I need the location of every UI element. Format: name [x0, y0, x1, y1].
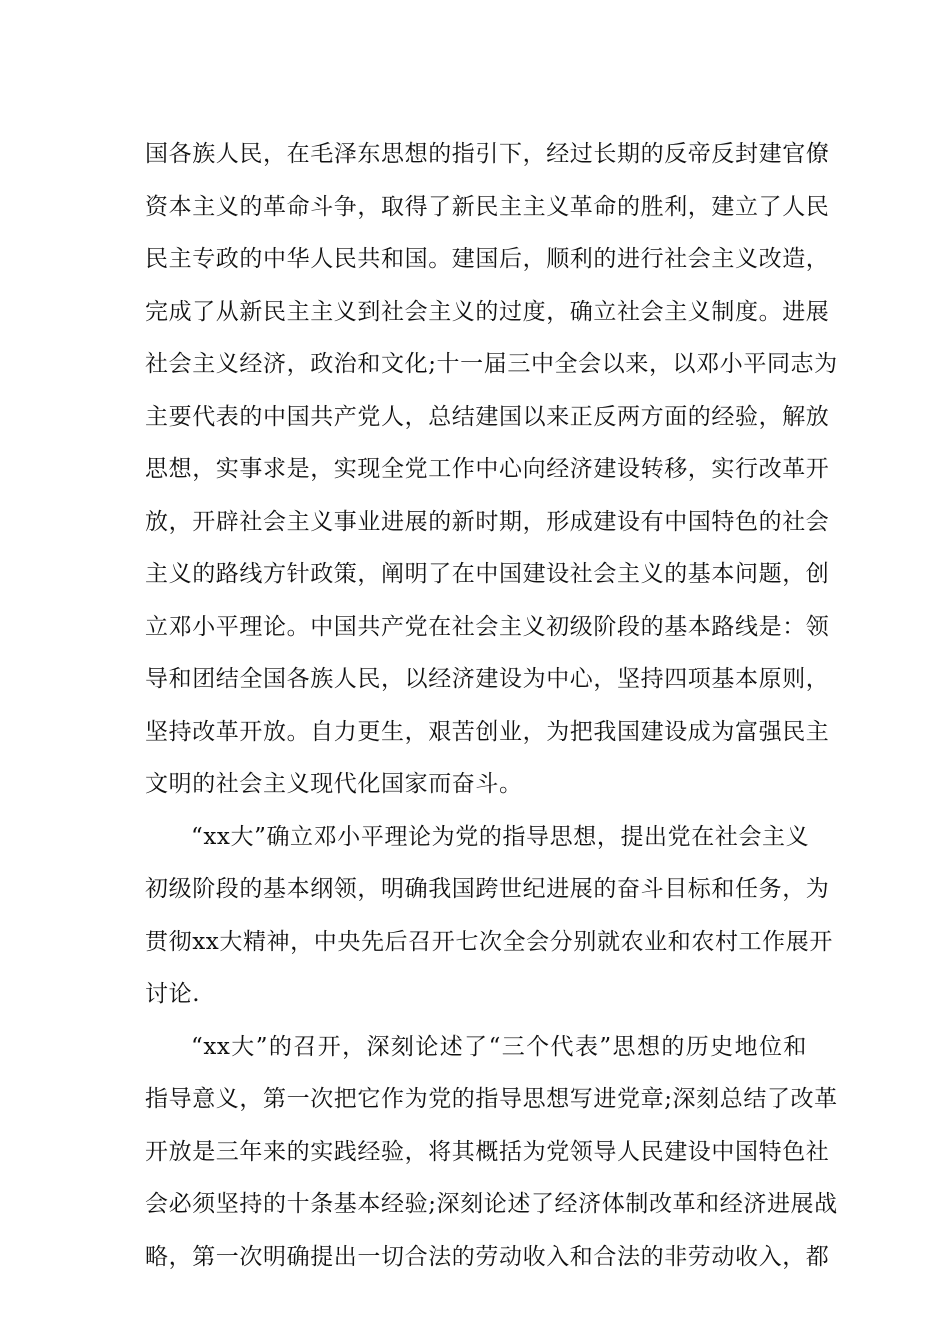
- text-line: 贯彻xx大精神，中央先后召开七次全会分别就农业和农村工作展开: [145, 928, 833, 955]
- text-line: 立邓小平理论。中国共产党在社会主义初级阶段的基本路线是：领: [145, 613, 830, 640]
- text-line: 民主专政的中华人民共和国。建国后，顺利的进行社会主义改造，: [145, 246, 830, 272]
- text-line: 社会主义经济，政治和文化;十一届三中全会以来，以邓小平同志为: [145, 351, 838, 377]
- text-line: 思想，实事求是，实现全党工作中心向经济建设转移，实行改革开: [145, 456, 830, 482]
- paragraph-2: [145, 811, 833, 1021]
- text-line: 国各族人民，在毛泽东思想的指引下，经过长期的反帝反封建官僚: [145, 141, 830, 167]
- text-line: 完成了从新民主主义到社会主义的过度，确立社会主义制度。进展: [145, 298, 830, 325]
- text-line: 会必须坚持的十条基本经验;深刻论述了经济体制改革和经济进展战: [145, 1191, 838, 1217]
- text-line: “xx大”的召开，深刻论述了“三个代表”思想的历史地位和: [191, 1033, 807, 1060]
- text-line: 主义的路线方针政策，阐明了在中国建设社会主义的基本问题，创: [145, 561, 830, 587]
- text-line: 开放是三年来的实践经验，将其概括为党领导人民建设中国特色社: [145, 1138, 830, 1165]
- document-body: [145, 128, 838, 1283]
- paragraph-3: [145, 1021, 838, 1284]
- text-line: 坚持改革开放。自力更生，艰苦创业，为把我国建设成为富强民主: [145, 718, 830, 745]
- text-line: 指导意义，第一次把它作为党的指导思想写进党章;深刻总结了改革: [145, 1086, 838, 1112]
- text-line: 放，开辟社会主义事业进展的新时期，形成建设有中国特色的社会: [145, 508, 830, 535]
- text-line: 资本主义的革命斗争，取得了新民主主义革命的胜利，建立了人民: [145, 193, 830, 220]
- text-line: 初级阶段的基本纲领，明确我国跨世纪进展的奋斗目标和任务，为: [145, 876, 830, 902]
- text-line: 文明的社会主义现代化国家而奋斗。: [145, 771, 523, 797]
- text-line: 略，第一次明确提出一切合法的劳动收入和合法的非劳动收入，都: [145, 1243, 830, 1270]
- text-line: 主要代表的中国共产党人，总结建国以来正反两方面的经验，解放: [145, 403, 830, 430]
- paragraph-1: [145, 128, 838, 811]
- text-line: 讨论.: [145, 981, 201, 1007]
- text-line: “xx大”确立邓小平理论为党的指导思想，提出党在社会主义: [191, 823, 810, 850]
- text-line: 导和团结全国各族人民，以经济建设为中心，坚持四项基本原则，: [145, 666, 830, 692]
